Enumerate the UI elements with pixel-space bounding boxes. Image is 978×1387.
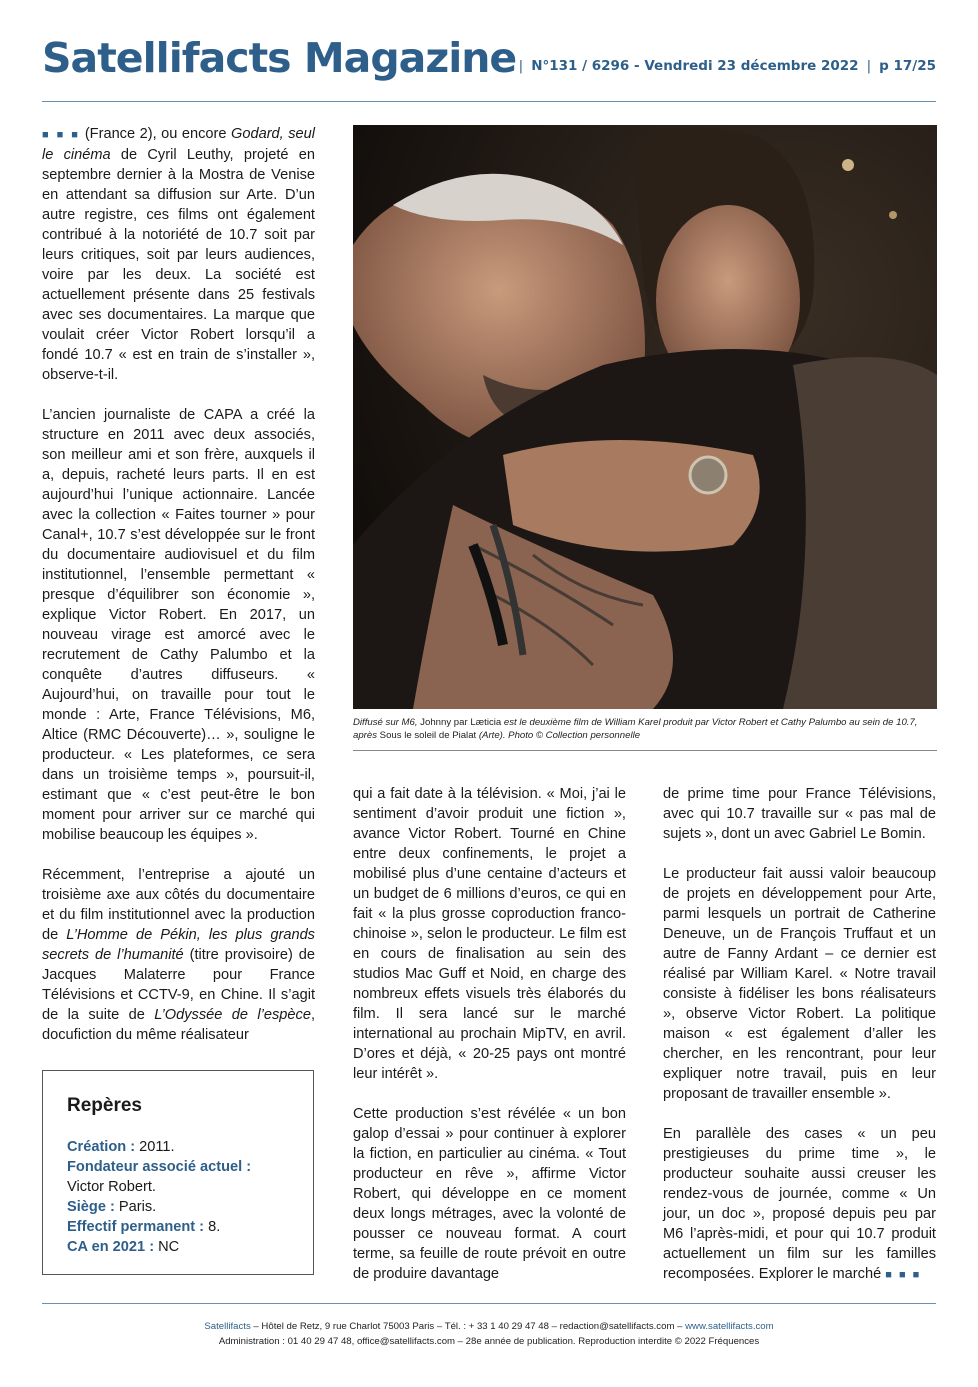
caption-rule xyxy=(353,750,937,751)
reperes-items: Création : 2011. Fondateur associé actuel : Victor Robert. Siège : Paris. Effectif permanent : 8. CA en 2021 : NC xyxy=(67,1139,252,1255)
continuation-marker: ■ ■ ■ xyxy=(42,129,81,141)
col1-paragraph-1: ■ ■ ■ (France 2), ou encore Godard, seul le cinéma de Cyril Leuthy, projeté en septembre dernier à la Mostra de Venise en attendant sa diffusion sur Arte. D’un autre registre, ces films ont également contribué à la notoriété de 10.7 soit par leurs critiques, soit par leurs audiences, voire par les deux. La société est actuellement présente dans 25 festivals avec ses documentaires. La marque que voulait créer Victor Robert lorsqu’il a fondé 10.7 « est en train de s’installer », observe-t-il. xyxy=(42,126,316,383)
col1-paragraph-2: L’ancien journaliste de CAPA a créé la structure en 2011 avec deux associés, son meilleur ami et son frère, auxquels il a, depuis, racheté leurs parts. Il en est aujourd’hui l’unique actionnaire. Lancée avec la collection « Faites tourner » pour Canal+, 10.7 s’est développée sur le front du documentaire audiovisuel et du film institutionnel, l’ensemble permettant « presque d’équilibrer son économie », explique Victor Robert. En 2017, un nouveau virage est amorcé avec le recrutement de Cathy Palumbo et la conquête d’autres diffuseurs. « Aujourd’hui, on travaille pour tout le monde : Arte, France Télévisions, M6, Altice (RMC Découverte)… », souligne le producteur. « Les plateformes, ce sera dans un troisième temps », poursuit-il, estimant que « c’est peut-être le bon moment pour arriver sur ce marché qui mobilise beaucoup les équipes ». xyxy=(42,407,315,843)
column-3 xyxy=(663,784,936,1305)
footer-rule xyxy=(42,1303,936,1304)
reperes-title: Repères xyxy=(67,1095,142,1116)
col2-paragraph-1: qui a fait date à la télévision. « Moi, j’ai le sentiment d’avoir produit une fiction », avance Victor Robert. Tourné en Chine entre deux confinements, le projet a mobilisé plus d’une centaine d’acteurs et un budget de 6 millions d’euros, ce qui en fait « la plus grosse coproduction franco-chinoise », selon le producteur. Le film est en cours de finalisation au sein des studios Mac Guff et Noid, en charge des nombreux effets visuels très élaborés du film. Il sera lancé sur le marché international au prochain MipTV, en avril. D’ores et déjà, « 20-25 pays ont montré leur intérêt ». xyxy=(353,786,626,1082)
issue-date: N°131 / 6296 - Vendredi 23 décembre 2022 xyxy=(531,58,859,74)
col3-paragraph-1: de prime time pour France Télévisions, avec qui 10.7 travaille sur « pas mal de sujets », dont un avec Gabriel Le Bomin. xyxy=(663,786,936,842)
issue-info: | N°131 / 6296 - Vendredi 23 décembre 2022 | p 17/25 xyxy=(518,58,936,74)
continued-marker: ■ ■ ■ xyxy=(885,1269,922,1281)
column-2 xyxy=(353,784,626,1304)
col3-paragraph-2: Le producteur fait aussi valoir beaucoup de projets en développement pour Arte, parmi lesquels un portrait de Catherine Deneuve, un de François Truffaut et un autre de Fanny Ardant – ce dernier est réalisé par William Karel. « Notre travail consiste à fidéliser les bons réalisateurs », observe Victor Robert. La politique maison « est également d’aller les chercher, en les rencontrant, pour leur expliquer notre travail, puis en leur proposant de travailler ensemble ». xyxy=(663,866,936,1102)
reperes-box xyxy=(42,1070,314,1275)
footer xyxy=(42,1319,936,1349)
column-1 xyxy=(42,124,315,1065)
col3-paragraph-3: En parallèle des cases « un peu prestigieuses du prime time », le producteur souhaite aussi creuser les rendez-vous de journée, comme « Un jour, un doc », proposé depuis peu par M6 l’après-midi, et pour qui 10.7 produit actuellement un film sur les familles recomposées. Explorer le marché ■ ■ ■ xyxy=(663,1126,936,1282)
photo-caption: Diffusé sur M6, Johnny par Læticia est le deuxième film de William Karel produit par Victor Robert et Cathy Palumbo au sein de 10.7, après Sous le soleil de Pialat (Arte). Photo © Collection personnelle xyxy=(353,717,918,741)
col2-paragraph-2: Cette production s’est révélée « un bon galop d’essai » pour continuer à explorer la fiction, en particulier au cinéma. « Tout producteur en rêve », affirme Victor Robert, qui développe en ce moment deux longs métrages, avec la volonté de pousser ce nouveau format. A court terme, sa feuille de route prévoit en outre de produire davantage xyxy=(353,1106,626,1282)
header-rule xyxy=(42,101,936,102)
masthead xyxy=(42,34,936,102)
magazine-title: Satellifacts Magazine xyxy=(42,34,517,82)
website-link[interactable]: www.satellifacts.com xyxy=(685,1321,774,1332)
footer-line-2: Administration : 01 40 29 47 48, office@satellifacts.com – 28e année de publication. Reproduction interdite © 2022 Fréquences xyxy=(218,1336,760,1347)
col1-paragraph-3: Récemment, l’entreprise a ajouté un troisième axe aux côtés du documentaire et du film institutionnel avec la production de L’Homme de Pékin, les plus grands secrets de l’humanité (titre provisoire) de Jacques Malaterre pour France Télévisions et CCTV-9, en Chine. Il s’agit de la suite de L’Odyssée de l’espèce, docufiction du même réalisateur xyxy=(42,867,316,1043)
article-photo xyxy=(353,125,937,709)
footer-line-1: Satellifacts – Hôtel de Retz, 9 rue Charlot 75003 Paris – Tél. : + 33 1 40 29 47 48 – redaction@satellifacts.com – www.satellifacts.com xyxy=(204,1321,774,1332)
page-number: p 17/25 xyxy=(879,58,936,74)
